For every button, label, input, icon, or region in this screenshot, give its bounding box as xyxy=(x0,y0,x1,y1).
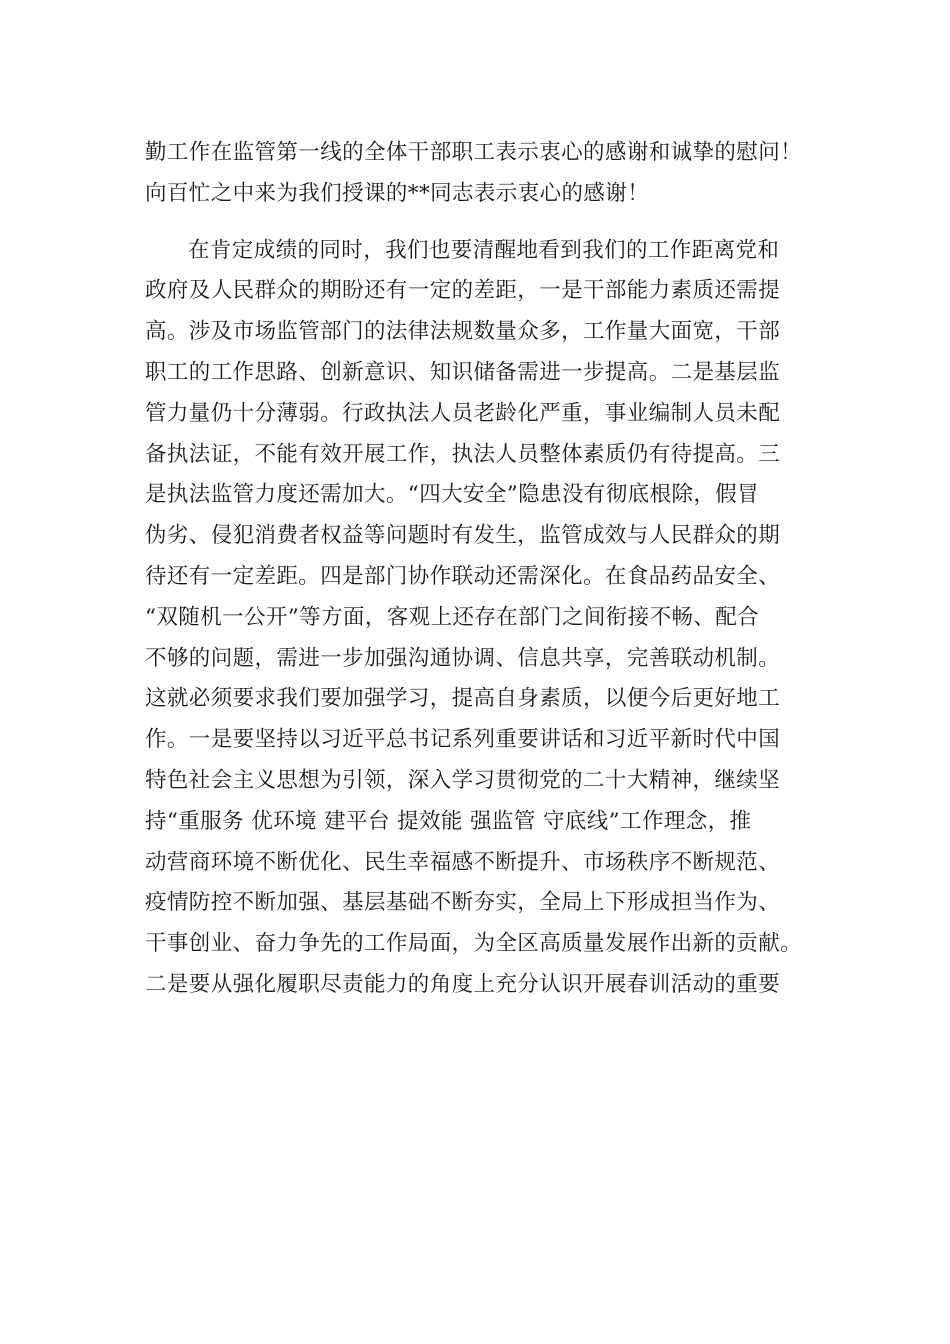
text-line: 政府及人民群众的期盼还有一定的差距，一是干部能力素质还需提 xyxy=(145,278,781,304)
text-line: 二是要从强化履职尽责能力的角度上充分认识开展春训活动的重要 xyxy=(145,971,781,997)
text-line: 特色社会主义思想为引领，深入学习贯彻党的二十大精神，继续坚 xyxy=(145,767,781,793)
text-line: 高。涉及市场监管部门的法律法规数量众多，工作量大面宽，干部 xyxy=(145,319,781,345)
text-line: 伪劣、侵犯消费者权益等问题时有发生，监管成效与人民群众的期 xyxy=(145,523,781,549)
text-line: 勤工作在监管第一线的全体干部职工表示衷心的感谢和诚挚的慰问！ xyxy=(145,140,803,165)
paragraph-main xyxy=(145,231,815,1006)
text-line: 是执法监管力度还需加大。“四大安全”隐患没有彻底根除，假冒 xyxy=(145,482,760,508)
paragraph-continuation xyxy=(145,133,815,215)
text-line: 疫情防控不断加强、基层基础不断夯实，全局上下形成担当作为、 xyxy=(145,890,781,916)
body-text xyxy=(145,133,815,1006)
text-line: 持“重服务 优环境 建平台 提效能 强监管 守底线”工作理念，推 xyxy=(145,808,752,834)
text-line: 职工的工作思路、创新意识、知识储备需进一步提高。二是基层监 xyxy=(145,359,781,385)
text-line: “双随机一公开”等方面，客观上还存在部门之间衔接不畅、配合 xyxy=(145,604,760,630)
text-line: 不够的问题，需进一步加强沟通协调、信息共享，完善联动机制。 xyxy=(145,645,781,671)
text-line: 作。一是要坚持以习近平总书记系列重要讲话和习近平新时代中国 xyxy=(145,727,781,753)
text-line: 备执法证，不能有效开展工作，执法人员整体素质仍有待提高。三 xyxy=(145,441,781,467)
text-line: 待还有一定差距。四是部门协作联动还需深化。在食品药品安全、 xyxy=(145,563,781,589)
paragraph-spacer xyxy=(145,215,815,231)
text-line: 干事创业、奋力争先的工作局面，为全区高质量发展作出新的贡献。 xyxy=(145,931,803,957)
text-line: 向百忙之中来为我们授课的**同志表示衷心的感谢！ xyxy=(145,180,650,206)
text-line: 这就必须要求我们要加强学习，提高自身素质，以便今后更好地工 xyxy=(145,686,781,712)
text-line: 在肯定成绩的同时，我们也要清醒地看到我们的工作距离党和 xyxy=(188,237,780,263)
text-line: 管力量仍十分薄弱。行政执法人员老龄化严重，事业编制人员未配 xyxy=(145,400,781,426)
text-line: 动营商环境不断优化、民生幸福感不断提升、市场秩序不断规范、 xyxy=(145,849,781,875)
